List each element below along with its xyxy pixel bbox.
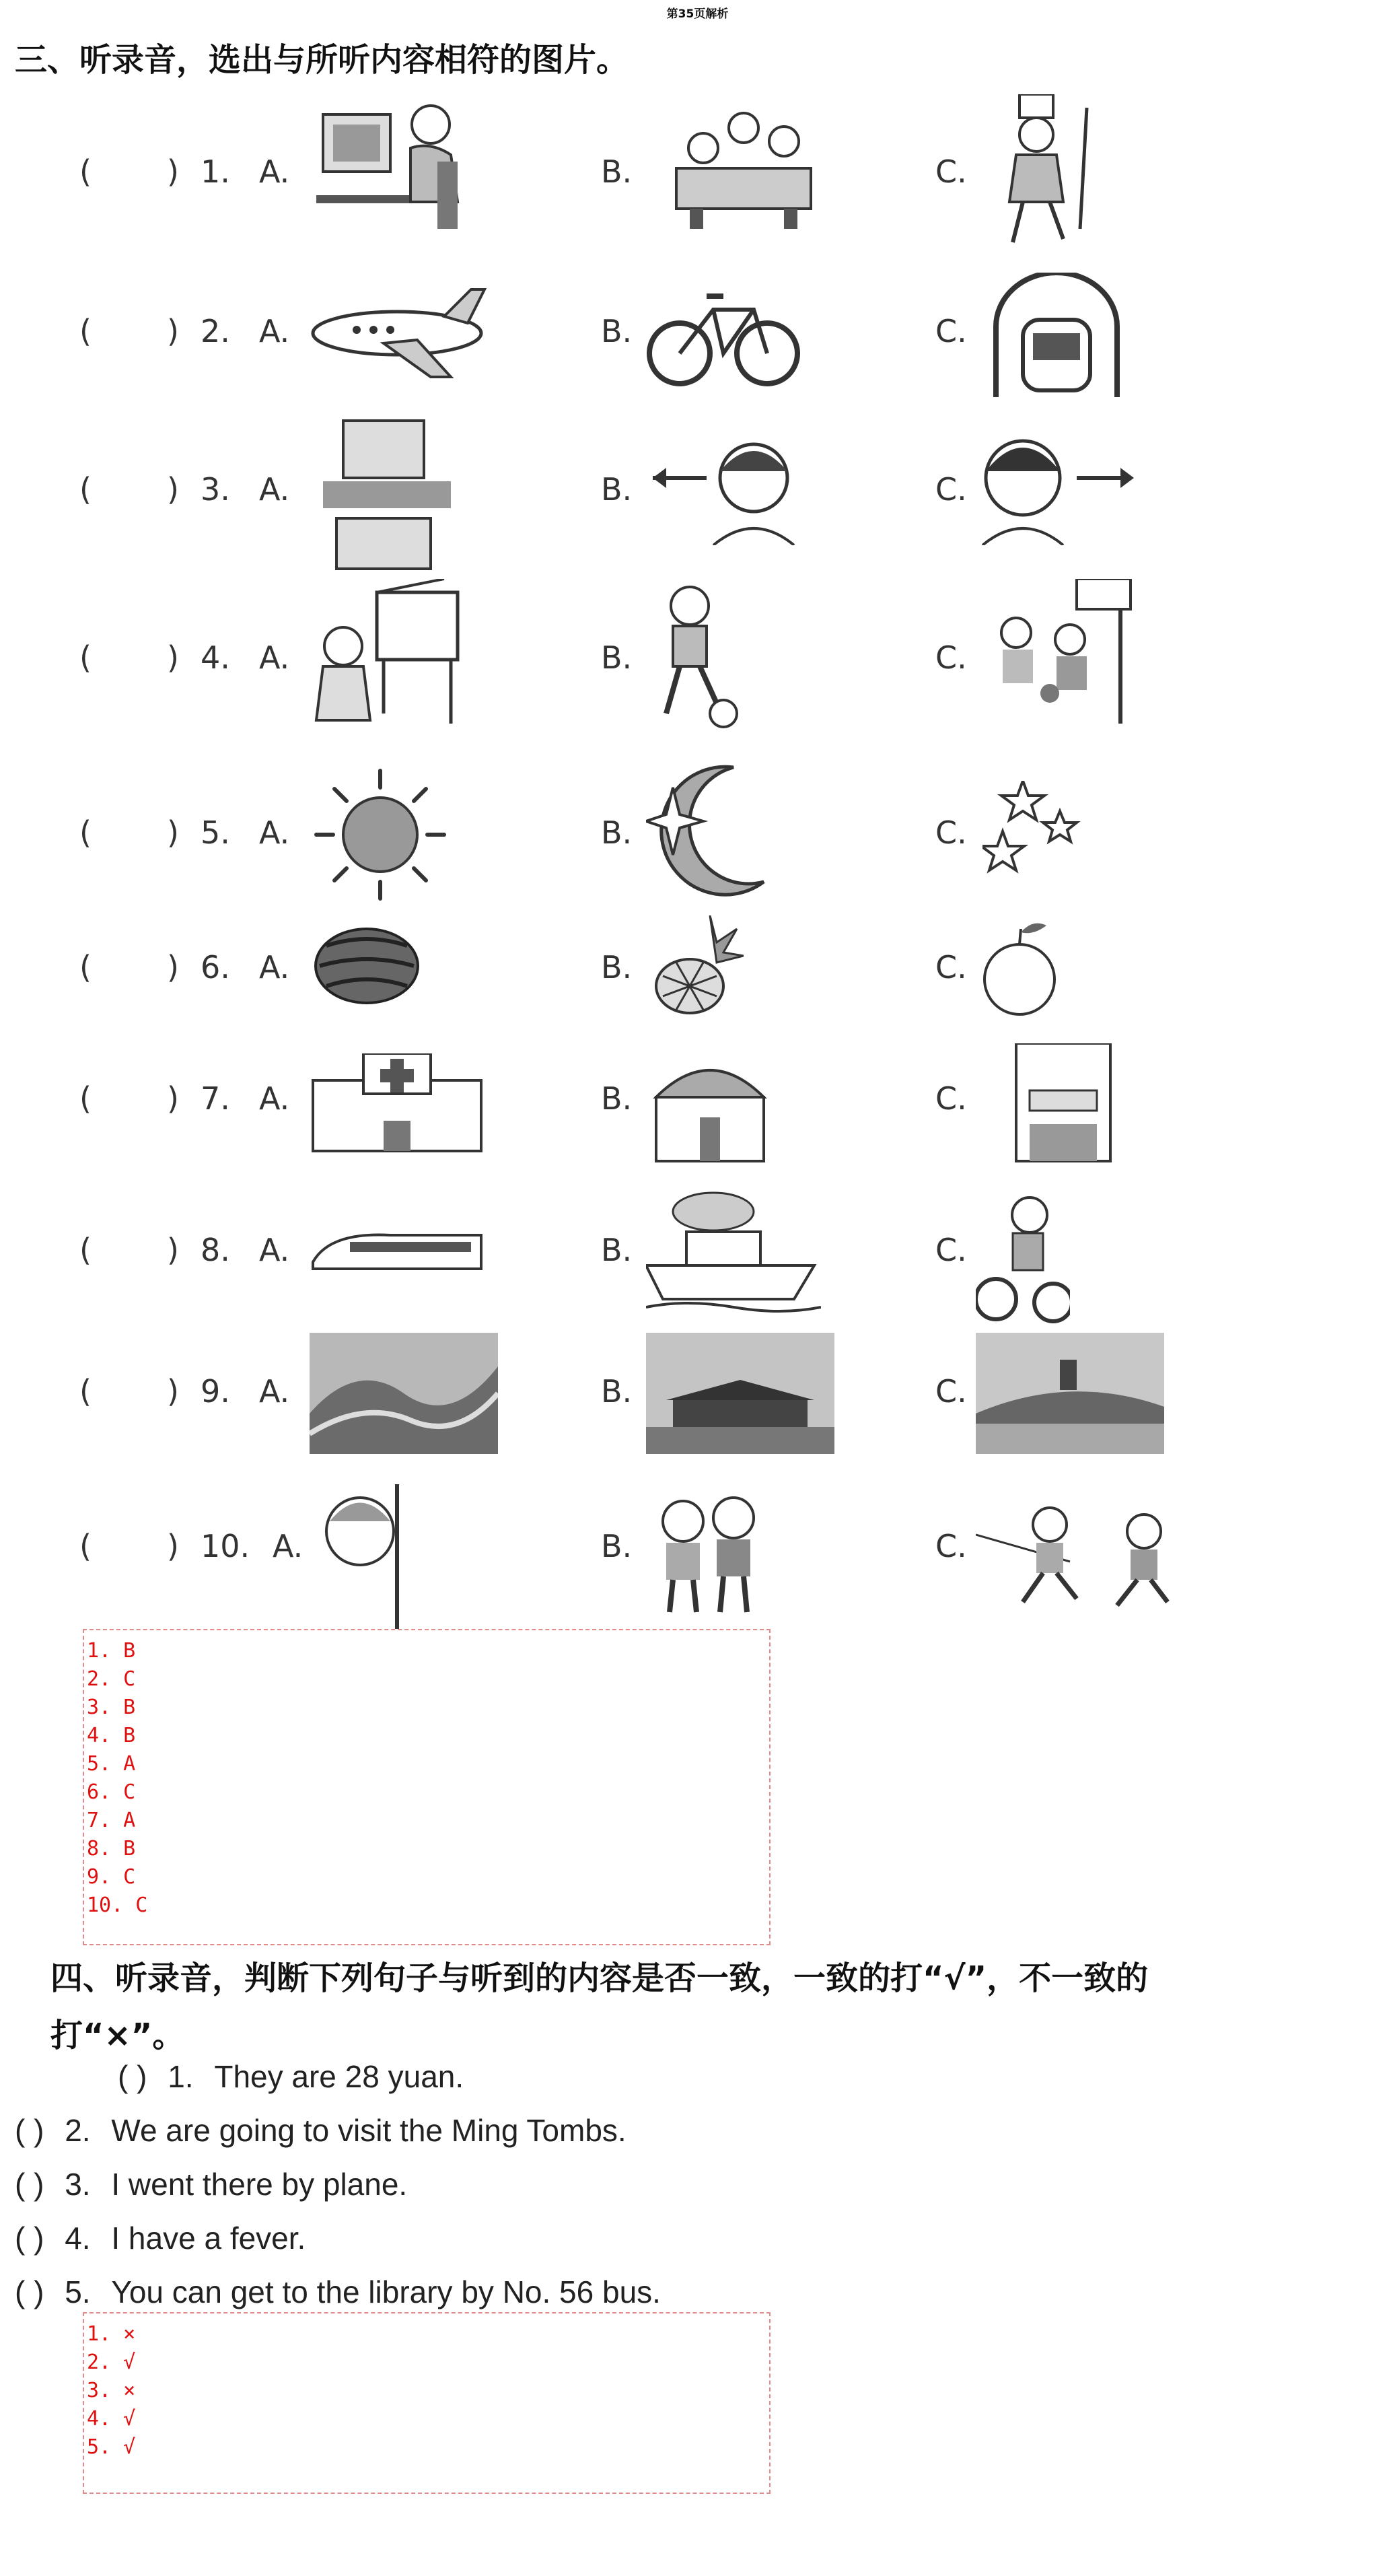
moon-and-star-picture [646,761,781,909]
section3-answer-box [83,1629,771,1945]
item-sentence: I have a fever. [111,2221,306,2256]
option-b-label: B. [601,1232,633,1268]
answer-paren: ( ) [15,2274,44,2309]
answer-item: 5. √ [87,2435,136,2459]
answer-paren: ( ) [15,2113,44,2148]
answer-paren-close: ) [167,949,179,985]
answer-item: 3. B [87,1696,136,1719]
answer-paren-close: ) [167,471,179,508]
question-number: 4. [201,639,230,676]
option-c-label: C. [935,313,967,349]
question-number: 1. [201,153,230,190]
question-number: 3. [201,471,230,508]
answer-paren: ( ) [118,2059,147,2094]
item-number: 1. [168,2059,194,2094]
summer-palace-photo-picture [976,1333,1164,1454]
magician-with-cane-picture [989,94,1097,249]
option-a-label: A. [259,153,290,190]
answer-item: 5. A [87,1752,136,1776]
option-b-label: B. [601,639,633,676]
boy-playing-football-picture [649,582,744,730]
boy-pointing-right-picture [976,431,1137,545]
answer-paren-close: ) [167,1080,179,1117]
hotel-and-school-buildings-picture [323,417,451,572]
sun-picture [313,767,448,902]
item-number: 4. [65,2221,91,2256]
kids-playing-basketball-picture [976,579,1144,727]
item-sentence: I went there by plane. [111,2167,408,2202]
hospital-picture [310,1053,485,1154]
item-sentence: We are going to visit the Ming Tombs. [111,2113,627,2148]
answer-paren-close: ) [167,639,179,676]
item-number: 2. [65,2113,91,2148]
answer-paren: ( ) [15,2221,44,2256]
section4-title-line2: 打“×”。 [50,2017,185,2054]
forbidden-city-photo-picture [646,1333,834,1454]
option-c-label: C. [935,1528,967,1564]
judgement-item-5 [15,2274,661,2310]
answer-paren-close: ) [167,1232,179,1268]
answer-paren-close: ) [167,313,179,349]
answer-item: 6. C [87,1780,136,1804]
answer-item: 4. √ [87,2407,136,2431]
answer-paren-open: ( [79,1373,92,1409]
airplane-picture [310,283,491,384]
watermelon-picture [313,926,421,1006]
question-row-10 [0,1481,1395,1615]
option-a-label: A. [259,949,290,985]
answer-item: 2. C [87,1667,136,1691]
question-number: 10. [201,1528,250,1564]
supermarket-picture [976,1043,1151,1164]
option-a-label: A. [273,1528,303,1564]
option-a-label: A. [259,471,290,508]
option-b-label: B. [601,1080,633,1117]
option-a-label: A. [259,313,290,349]
kids-stretching-picture [646,1481,767,1615]
answer-paren: ( ) [15,2167,44,2202]
question-row-7 [0,1043,1395,1178]
option-b-label: B. [601,1528,633,1564]
answer-paren-open: ( [79,814,92,851]
answer-item: 4. B [87,1724,136,1747]
option-a-label: A. [259,1080,290,1117]
option-c-label: C. [935,1373,967,1409]
answer-item: 1. B [87,1639,136,1663]
subway-train-picture [989,273,1124,401]
item-sentence: They are 28 yuan. [214,2059,464,2094]
cinema-picture [646,1043,774,1164]
option-c-label: C. [935,814,967,851]
answer-item: 2. √ [87,2351,136,2374]
option-c-label: C. [935,949,967,985]
question-row-8 [0,1191,1395,1326]
section4-answer-box [83,2312,771,2494]
item-number: 3. [65,2167,91,2202]
question-row-5 [0,754,1395,889]
option-c-label: C. [935,1232,967,1268]
question-row-9 [0,1333,1395,1467]
boy-riding-bike-picture [976,1191,1070,1326]
section4-title-line1: 四、听录音，判断下列句子与听到的内容是否一致，一致的打“√”，不一致的 [50,1959,1149,1997]
girl-pointing-left-picture [646,431,808,545]
option-a-label: A. [259,1373,290,1409]
option-b-label: B. [601,1373,633,1409]
question-number: 6. [201,949,230,985]
option-a-label: A. [259,639,290,676]
question-row-1 [0,94,1395,229]
option-b-label: B. [601,313,633,349]
judgement-item-4 [15,2220,306,2256]
answer-paren-close: ) [167,1528,179,1564]
question-number: 9. [201,1373,230,1409]
option-a-label: A. [259,1232,290,1268]
page-label: 第35页解析 [666,7,729,21]
child-peeking-picture [313,1484,414,1632]
girl-playing-piano-picture [310,579,464,734]
option-b-label: B. [601,471,633,508]
question-number: 5. [201,814,230,851]
option-c-label: C. [935,153,967,190]
answer-paren-open: ( [79,1232,92,1268]
answer-item: 10. C [87,1893,148,1917]
question-number: 2. [201,313,230,349]
answer-paren-open: ( [79,153,92,190]
option-a-label: A. [259,814,290,851]
judgement-item-3 [15,2166,407,2202]
answer-paren-open: ( [79,639,92,676]
answer-paren-open: ( [79,471,92,508]
question-number: 8. [201,1232,230,1268]
option-b-label: B. [601,153,633,190]
people-at-table-picture [663,101,824,229]
option-b-label: B. [601,949,633,985]
option-b-label: B. [601,814,633,851]
answer-item: 7. A [87,1809,136,1832]
answer-paren-close: ) [167,814,179,851]
question-row-6 [0,915,1395,1050]
section3-title: 三、听录音，选出与所听内容相符的图片。 [15,41,629,79]
boy-at-computer-picture [316,94,471,236]
answer-item: 8. B [87,1837,136,1860]
bullet-train-picture [310,1228,485,1276]
question-row-3 [0,417,1395,552]
item-number: 5. [65,2274,91,2309]
question-number: 7. [201,1080,230,1117]
answer-item: 9. C [87,1865,136,1889]
great-wall-photo-picture [310,1333,498,1454]
item-sentence: You can get to the library by No. 56 bus. [111,2274,661,2309]
stars-picture [982,781,1083,875]
answer-paren-close: ) [167,1373,179,1409]
answer-paren-open: ( [79,1080,92,1117]
answer-item: 3. × [87,2379,136,2402]
ship-picture [646,1191,821,1313]
option-c-label: C. [935,471,967,508]
judgement-item-1 [118,2058,464,2095]
option-c-label: C. [935,639,967,676]
orange-picture [979,915,1060,1016]
answer-paren-open: ( [79,949,92,985]
question-row-2 [0,269,1395,404]
answer-paren-open: ( [79,313,92,349]
judgement-item-2 [15,2112,627,2149]
answer-paren-close: ) [167,153,179,190]
answer-item: 1. × [87,2322,136,2346]
kids-racing-picture [976,1494,1191,1615]
option-c-label: C. [935,1080,967,1117]
question-row-4 [0,579,1395,713]
pineapple-picture [649,915,744,1016]
answer-paren-open: ( [79,1528,92,1564]
bicycle-picture [646,276,801,390]
